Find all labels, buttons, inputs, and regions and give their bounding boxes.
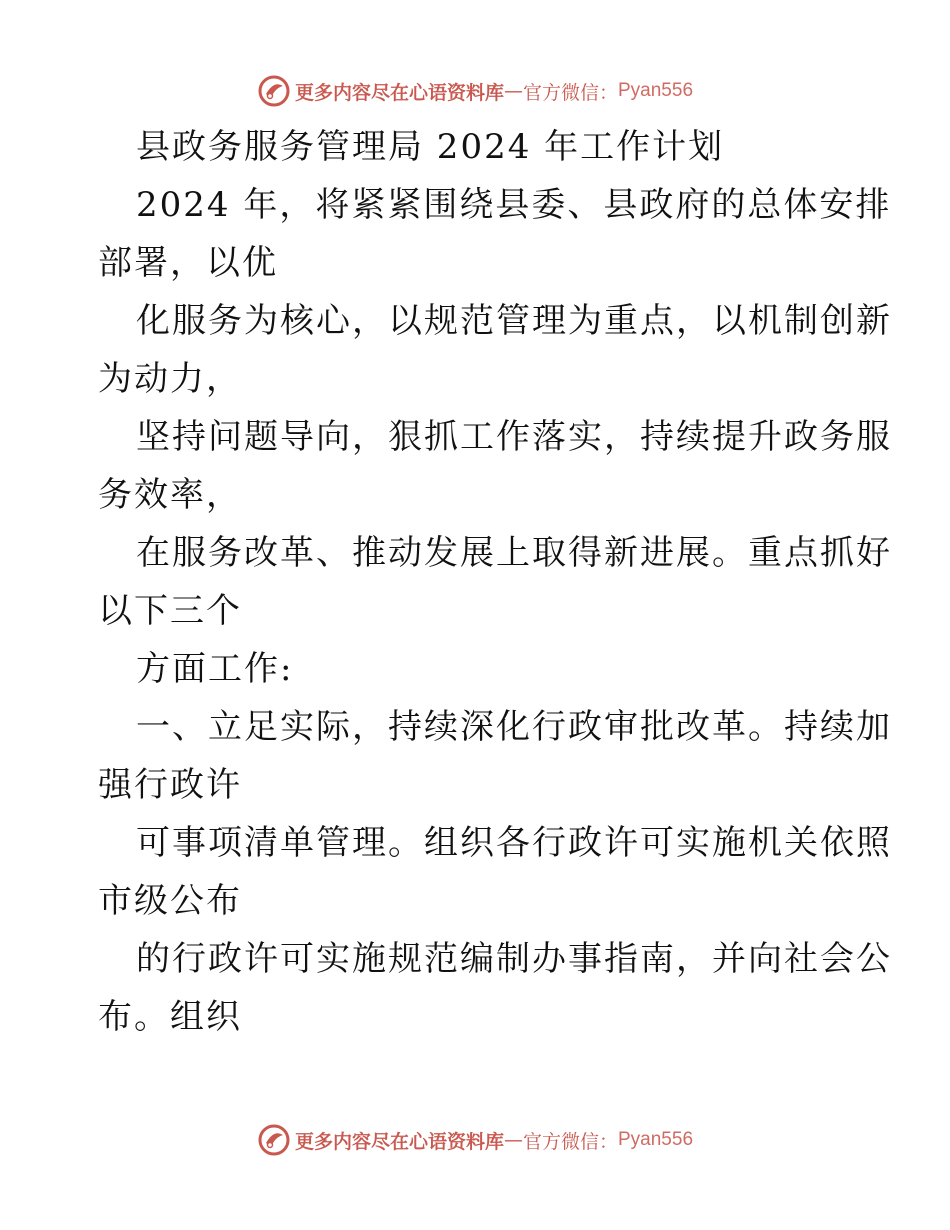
watermark-tail-text: 官方微信： [522,81,618,104]
paragraph-line: 方面工作: [136,649,294,689]
paragraph-line: 为动力， [98,359,242,399]
paragraph-line: 可事项清单管理。组织各行政许可实施机关依照 [136,823,892,863]
watermark-separator: — [503,80,523,102]
watermark-separator: — [503,1129,523,1151]
document-body [98,118,892,1046]
paragraph-line: 2024 年，将紧紧围绕县委、县政府的总体安排 [136,185,892,225]
paragraph-line: 化服务为核心，以规范管理为重点，以机制创新 [136,301,892,341]
paragraph-line: 坚持问题导向，狠抓工作落实，持续提升政务服 [136,417,892,457]
paragraph-line: 市级公布 [98,881,242,921]
watermark-banner-top [0,71,950,111]
logo-icon [257,1123,291,1157]
document-title: 县政务服务管理局 2024 年工作计划 [136,127,725,167]
paragraph-line: 部署，以优 [98,243,278,283]
logo-icon [257,74,291,108]
watermark-banner-bottom [0,1120,950,1160]
paragraph-line: 在服务改革、推动发展上取得新进展。重点抓好 [136,533,892,573]
paragraph-line: 的行政许可实施规范编制办事指南，并向社会公 [136,939,892,979]
paragraph-line: 一、立足实际，持续深化行政审批改革。持续加 [136,707,892,747]
paragraph-line: 以下三个 [98,591,242,631]
watermark-id-text: Pyan556 [618,80,694,101]
paragraph-line: 务效率， [98,475,242,515]
watermark-main-text: 更多内容尽在心语资料库 [294,1130,504,1153]
watermark-id-text: Pyan556 [618,1129,694,1150]
paragraph-line: 布。组织 [98,997,242,1037]
watermark-main-text: 更多内容尽在心语资料库 [294,81,504,104]
watermark-tail-text: 官方微信： [522,1130,618,1153]
paragraph-line: 强行政许 [98,765,242,805]
